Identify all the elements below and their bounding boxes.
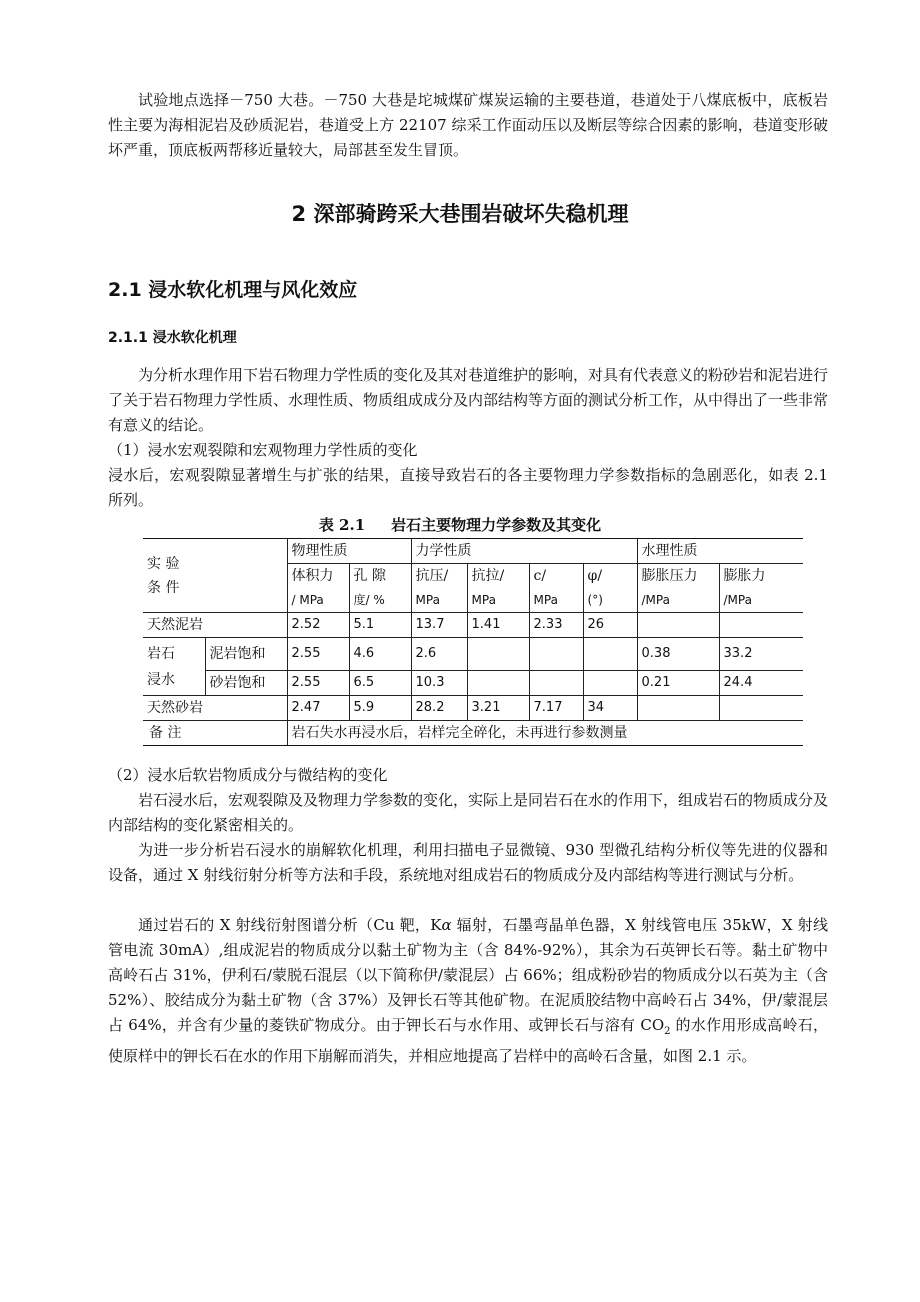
alpha-symbol: α bbox=[441, 916, 452, 934]
paragraph-xrd-analysis bbox=[108, 913, 828, 1069]
condition-header bbox=[143, 539, 287, 613]
section-heading: 2.1 浸水软化机理与风化效应 bbox=[108, 279, 358, 301]
cell-value bbox=[467, 671, 529, 696]
paragraph-test-site: 试验地点选择－750 大巷。－750 大巷是坨城煤矿煤炭运输的主要巷道，巷道处于八煤底板中，底板岩性主要为海相泥岩及砂质泥岩，巷道受上方 22107 综采工作面动压以及断层等综合因素的影响，巷道变形破坏严重，顶底板两帮移近量较大，局部甚至发生冒顶。 bbox=[108, 91, 828, 159]
cell-value: 5.9 bbox=[349, 696, 411, 721]
cell-value: 33.2 bbox=[719, 638, 803, 671]
cell-value: 3.21 bbox=[467, 696, 529, 721]
paragraph-methods: 为进一步分析岩石浸水的崩解软化机理，利用扫描电子显微镜、930 型微孔结构分析仪等先进的仪器和设备，通过 X 射线衍射分析等方法和手段，系统地对组成岩石的物质成分及内部结构等进行测试与分析。 bbox=[108, 841, 828, 884]
cell-value: 0.21 bbox=[637, 671, 719, 696]
cell-value bbox=[637, 613, 719, 638]
cell-value: 5.1 bbox=[349, 613, 411, 638]
group-mechanical: 力学性质 bbox=[411, 539, 637, 564]
col-unit-tensile: MPa bbox=[467, 588, 529, 613]
table-caption-title: 岩石主要物理力学参数及其变化 bbox=[391, 516, 602, 534]
col-name-cohesion: c/ bbox=[529, 564, 583, 589]
xrd-text-part-2: 辐射，石墨弯晶单色器，X 射线管电压 35kW，X 射线管电流 30mA）,组成泥岩的物质成分以黏土矿物为主（含 84%-92%），其余为石英钾长石等。黏土矿物中高岭石占 31%，伊利石/蒙脱石混层（以下简称伊/蒙混层）占 66%；组成粉砂岩的物质成分以石英为主（含 52%）、胶结成分为黏土矿物（含 37%）及钾长石等其他矿物。在泥质胶结物中高岭石占 34%，伊/蒙混层占 64%，并含有少量的菱铁矿物成分。由于钾长石与水作用、或钾长石与溶有 CO bbox=[108, 916, 828, 1034]
condition-header-line-1: 实 验 bbox=[147, 555, 180, 572]
co2-subscript: 2 bbox=[664, 1026, 671, 1037]
cell-value: 2.55 bbox=[287, 671, 349, 696]
paragraph-analysis-intro: 为分析水理作用下岩石物理力学性质的变化及其对巷道维护的影响，对具有代表意义的粉砂岩和泥岩进行了关于岩石物理力学性质、水理性质、物质组成成分及内部结构等方面的测试分析工作，从中得出了一些非常有意义的结论。 bbox=[108, 366, 829, 434]
cell-value bbox=[529, 671, 583, 696]
cell-value: 2.33 bbox=[529, 613, 583, 638]
table-row bbox=[143, 638, 803, 671]
col-unit-swelling-pressure: /MPa bbox=[637, 588, 719, 613]
cell-value bbox=[637, 696, 719, 721]
group-physical: 物理性质 bbox=[287, 539, 411, 564]
cell-value: 2.55 bbox=[287, 638, 349, 671]
col-unit-cohesion: MPa bbox=[529, 588, 583, 613]
xrd-text-part-1: 通过岩石的 X 射线衍射图谱分析（Cu 靶，K bbox=[138, 916, 442, 934]
cell-value bbox=[529, 638, 583, 671]
paragraph-item-2-body: 岩石浸水后，宏观裂隙及及物理力学参数的变化，实际上是同岩石在水的作用下，组成岩石的物质成分及内部结构的变化紧密相关的。 bbox=[108, 791, 829, 834]
cell-value bbox=[719, 696, 803, 721]
cell-value: 26 bbox=[583, 613, 637, 638]
cell-value bbox=[719, 613, 803, 638]
note-text: 岩石失水再浸水后，岩样完全碎化，未再进行参数测量 bbox=[287, 721, 803, 746]
subsection-heading: 2.1.1 浸水软化机理 bbox=[108, 330, 237, 346]
chapter-heading: 2 深部骑跨采大巷围岩破坏失稳机理 bbox=[291, 202, 629, 226]
group-label-immersed bbox=[143, 638, 205, 696]
table-row bbox=[143, 696, 803, 721]
cell-value: 4.6 bbox=[349, 638, 411, 671]
col-name-tensile: 抗拉/ bbox=[467, 564, 529, 589]
cell-value: 2.52 bbox=[287, 613, 349, 638]
cell-value: 24.4 bbox=[719, 671, 803, 696]
table-row bbox=[143, 613, 803, 638]
cell-value: 2.6 bbox=[411, 638, 467, 671]
paragraph-item-2-title: （2）浸水后软岩物质成分与微结构的变化 bbox=[108, 766, 388, 784]
cell-value bbox=[583, 671, 637, 696]
cell-value: 0.38 bbox=[637, 638, 719, 671]
xrd-text-part-3: 的水作用形成高岭石，使原样中的钾长石在水的作用下崩解而消失，并相应地提高了岩样中的高岭石含量，如图 2.1 示。 bbox=[108, 1016, 828, 1065]
row-label: 天然砂岩 bbox=[143, 696, 287, 721]
table-row-note bbox=[143, 721, 803, 746]
cell-value: 2.47 bbox=[287, 696, 349, 721]
cell-value: 1.41 bbox=[467, 613, 529, 638]
cell-value: 6.5 bbox=[349, 671, 411, 696]
col-name-swelling-pressure: 膨胀压力 bbox=[637, 564, 719, 589]
col-name-porosity: 孔 隙 bbox=[349, 564, 411, 589]
row-label: 泥岩饱和 bbox=[205, 638, 287, 671]
col-name-friction-angle: φ/ bbox=[583, 564, 637, 589]
col-unit-compressive: MPa bbox=[411, 588, 467, 613]
cell-value: 13.7 bbox=[411, 613, 467, 638]
cell-value: 10.3 bbox=[411, 671, 467, 696]
table-caption bbox=[0, 514, 920, 536]
cell-value: 34 bbox=[583, 696, 637, 721]
group-label-line-2: 浸水 bbox=[147, 671, 175, 688]
group-label-line-1: 岩石 bbox=[147, 645, 175, 662]
group-hydro: 水理性质 bbox=[637, 539, 803, 564]
rock-parameters-table bbox=[143, 538, 803, 746]
col-name-volume-force: 体积力 bbox=[287, 564, 349, 589]
paragraph-item-1-body: 浸水后，宏观裂隙显著增生与扩张的结果，直接导致岩石的各主要物理力学参数指标的急剧恶化，如表 2.1 所列。 bbox=[108, 466, 828, 509]
col-unit-porosity: 度/ % bbox=[349, 588, 411, 613]
col-name-compressive: 抗压/ bbox=[411, 564, 467, 589]
cell-value bbox=[583, 638, 637, 671]
col-unit-friction-angle: (°) bbox=[583, 588, 637, 613]
cell-value bbox=[467, 638, 529, 671]
cell-value: 28.2 bbox=[411, 696, 467, 721]
table-caption-number: 表 2.1 bbox=[318, 516, 366, 534]
row-label: 砂岩饱和 bbox=[205, 671, 287, 696]
col-unit-volume-force: / MPa bbox=[287, 588, 349, 613]
row-label: 天然泥岩 bbox=[143, 613, 287, 638]
col-name-swelling-force: 膨胀力 bbox=[719, 564, 803, 589]
table-row bbox=[143, 671, 803, 696]
cell-value: 7.17 bbox=[529, 696, 583, 721]
condition-header-line-2: 条 件 bbox=[147, 579, 180, 596]
paragraph-item-1-title: （1）浸水宏观裂隙和宏观物理力学性质的变化 bbox=[108, 441, 418, 459]
col-unit-swelling-force: /MPa bbox=[719, 588, 803, 613]
note-label: 备 注 bbox=[143, 721, 287, 746]
